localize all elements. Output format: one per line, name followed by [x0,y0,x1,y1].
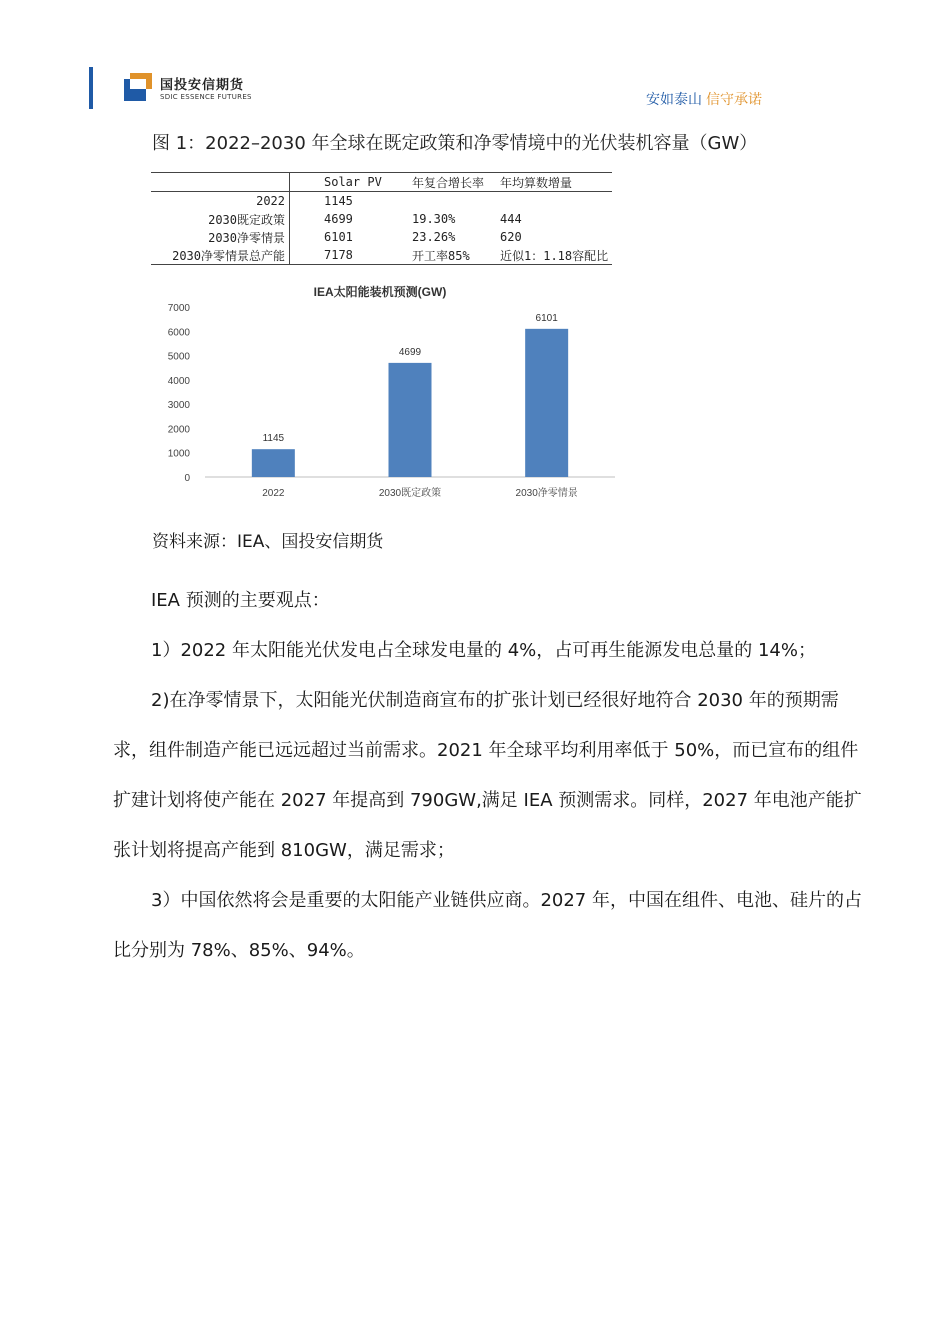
y-tick-label: 2000 [167,424,190,436]
paragraph-2: 2)在净零情景下，太阳能光伏制造商宣布的扩张计划已经很好地符合 2030 年的预期需求，组件制造产能已远远超过当前需求。2021 年全球平均利用率低于 50%，而已宣布的组件扩建计划将使产能在 2027 年提高到 790GW,满足 IEA 预测需求。同样，2027 年电池产能扩张计划将提高产能到 810GW，满足需求； [113,690,862,861]
y-tick-label: 4000 [167,375,190,387]
y-tick-label: 7000 [167,303,190,314]
table-row [151,210,612,228]
header-slogan [646,89,762,109]
bar [389,363,432,477]
table-cell: 2030净零情景 [151,228,290,246]
x-tick-label: 2030净零情景 [515,488,578,499]
logo-text-en: SDIC ESSENCE FUTURES [160,93,252,101]
y-tick-label: 5000 [167,351,190,363]
table-header-cell: 年复合增长率 [388,173,496,192]
table-cell: 6101 [324,230,353,244]
company-logo-icon [124,73,156,101]
x-tick-label: 2022 [262,488,285,499]
table-cell: 620 [500,230,522,244]
table-cell: 2030既定政策 [151,210,290,228]
paragraph-1: 1）2022 年太阳能光伏发电占全球发电量的 4%，占可再生能源发电总量的 14%； [151,640,816,661]
table-cell: 19.30% [412,212,456,226]
figure-title: 图 1：2022–2030 年全球在既定政策和净零情境中的光伏装机容量（GW） [152,133,758,154]
table-cell [496,192,612,211]
table-header-cell: 年均算数增量 [496,173,612,192]
logo-text-cn: 国投安信期货 [160,78,245,93]
y-tick-label: 0 [184,473,190,484]
table-header-row [151,173,612,192]
body-text [113,576,863,976]
table-cell: 7178 [290,246,389,265]
bar [525,329,568,477]
bar-value-label: 4699 [398,346,422,358]
table-cell: 444 [500,212,522,226]
table-header-cell: Solar PV [290,173,389,192]
table-row [151,228,612,246]
x-tick-label: 2030既定政策 [378,488,442,499]
bar-value-label: 6101 [535,312,558,324]
chart-title: IEA太阳能装机预测(GW) [313,285,447,299]
table-row [151,192,612,211]
table-cell: 23.26% [412,230,456,244]
table-header-cell [151,173,290,192]
header-accent-bar [89,67,93,109]
section-heading: IEA 预测的主要观点： [151,590,330,611]
slogan-part-b: 信守承诺 [706,92,762,108]
table-cell: 开工率85% [388,246,496,265]
table-cell: 1145 [324,194,353,208]
y-tick-label: 3000 [167,400,190,412]
table-row [151,246,612,265]
table-cell [388,192,496,211]
iea-solar-bar-chart [150,280,620,505]
bar [252,449,295,477]
figure-source: 资料来源：IEA、国投安信期货 [152,532,384,552]
table-cell: 近似1：1.18容配比 [496,246,612,265]
slogan-part-a: 安如泰山 [646,92,702,108]
table-cell: 4699 [324,212,353,226]
solar-pv-table [151,172,612,265]
table-cell: 2030净零情景总产能 [151,246,290,265]
y-tick-label: 1000 [167,448,190,460]
table-cell: 2022 [151,192,290,211]
paragraph-3: 3）中国依然将会是重要的太阳能产业链供应商。2027 年，中国在组件、电池、硅片的占比分别为 78%、85%、94%。 [113,890,862,961]
y-tick-label: 6000 [167,327,190,339]
bar-value-label: 1145 [262,433,285,445]
